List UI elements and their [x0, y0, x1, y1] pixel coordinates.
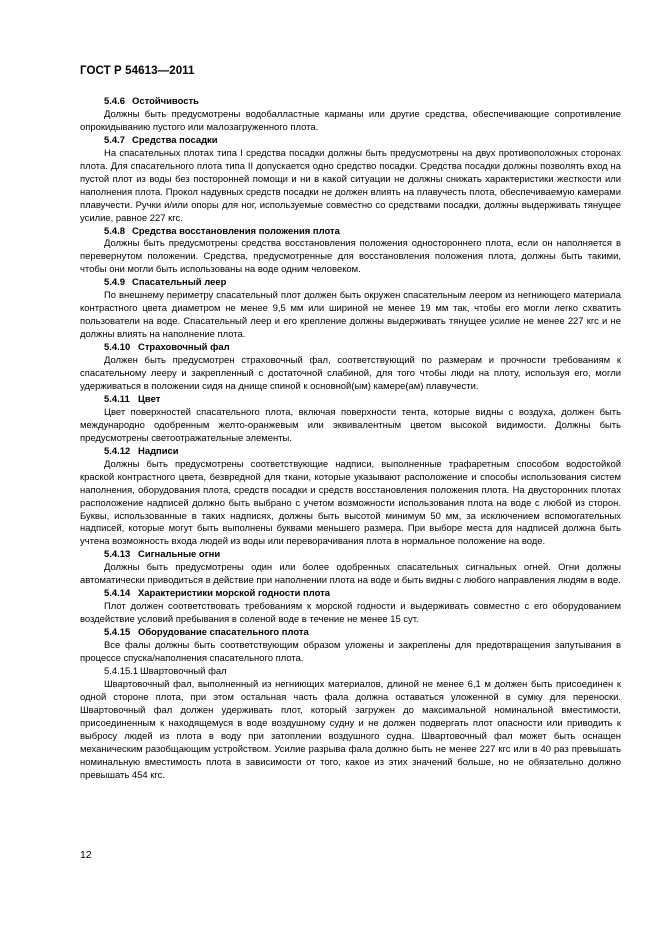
section-title: Надписи [138, 445, 179, 457]
section-title: Швартовочный фал [140, 665, 227, 677]
section-heading [80, 226, 621, 239]
section-heading [80, 277, 621, 290]
section-number: 5.4.10 [104, 342, 131, 354]
page-number: 12 [80, 849, 92, 861]
section-text: По внешнему периметру спасательный плот должен быть окружен спасательным леером из негниющего материала контрастного цвета диаметром не менее 9,5 мм или шириной не менее 19 мм так, чтобы его могли легко схватить пользователи на воде. Спасательный леер и его крепление должны выдерживать тянущее усилие не менее 227 кгс и не должны влиять на наполнение плота. [80, 290, 621, 341]
section-heading [80, 627, 621, 640]
section-text: Цвет поверхностей спасательного плота, включая поверхности тента, которые видны с воздуха, должен быть международно одобренным желто-оранжевым или эквивалентным цветом высокой видимости. Должны быть предусмотрены светоотражательные элементы. [80, 406, 621, 444]
section-number: 5.4.11 [104, 393, 130, 405]
section-text: Плот должен соответствовать требованиям к морской годности и выдерживать совместно с его оборудованием воздействие условий пребывания в соленой воде в течение не менее 15 сут. [80, 601, 621, 626]
section-title: Средства восстановления положения плота [132, 225, 340, 237]
section-heading [80, 446, 621, 459]
section-title: Остойчивость [132, 96, 199, 107]
section-number: 5.4.9 [104, 277, 125, 289]
section-number: 5.4.6 [104, 96, 125, 107]
section-title: Оборудование спасательного плота [138, 627, 309, 639]
section-text: Должны быть предусмотрены соответствующие надписи, выполненные трафаретным способом водостойкой краской контрастного цвета, безвредной для ткани, которые указывают расположение и способы использования систем наполнения, оборудования плота, средств посадки и средств восстановления положения плота. На двусторонних плотах расположение надписей должно быть выбрано с учетом возможности использования плота на воде с любой из сторон. Буквы, использованные в таких надписях, должны быть высотой минимум 50 мм, за исключением вспомогательных надписей, которые могут быть выполнены буквами меньшего размера. При выборе места для надписей должна быть учтена возможность входа людей из воды или переворачивания плота в нормальное положение на воде. [80, 458, 621, 548]
section-title: Сигнальные огни [138, 549, 221, 561]
section-title: Страховочный фал [138, 342, 230, 354]
section-number: 5.4.7 [104, 134, 125, 146]
section-title: Характеристики морской годности плота [138, 588, 331, 600]
section-text: Должны быть предусмотрены водобалластные карманы или другие средства, обеспечивающие сопротивление опрокидыванию пустого или малозагруженного плота. [80, 108, 621, 133]
section-number: 5.4.15 [104, 627, 131, 639]
subsection-heading [80, 666, 621, 679]
section-number: 5.4.15.1 [104, 665, 139, 677]
section-text: Должны быть предусмотрены средства восстановления положения одностороннего плота, если он наполняется в перевернутом положении. Средства, предусмотренные для восстановления положения плота, должны быть такими, чтобы они могли быть использованы на воде одним человеком. [80, 238, 621, 276]
section-heading [80, 135, 621, 148]
section-number: 5.4.13 [104, 549, 131, 561]
section-heading [80, 549, 621, 562]
section-text: На спасательных плотах типа I средства посадки должны быть предусмотрены на двух противоположных сторонах плота. Для спасательного плота типа II допускается одно средство посадки. Средства посадки должны позволять вход на пустой плот из воды без посторонней помощи и ни в какой ситуации не должны снижать характеристики жесткости или наполнения плота. Прокол надувных средств посадки не должен влиять на плавучесть плота, обеспечиваемую камерами плавучести. Ручки и/или опоры для ног, используемые совместно со средствами посадки, должны выдерживать тянущее усилие, равное 227 кгс. [80, 147, 621, 224]
section-title: Цвет [138, 393, 161, 405]
section-heading [80, 96, 621, 109]
section-heading [80, 588, 621, 601]
section-number: 5.4.12 [104, 445, 131, 457]
document-header: ГОСТ Р 54613—2011 [80, 65, 195, 77]
section-number: 5.4.8 [104, 225, 125, 237]
section-title: Средства посадки [132, 134, 218, 146]
section-text: Все фалы должны быть соответствующим образом уложены и закреплены для предотвращения запутывания в процессе спуска/наполнения спасательного плота. [80, 640, 621, 664]
section-text: Должны быть предусмотрены один или более одобренных спасательных сигнальных огней. Огни должны автоматически приводиться в действие при наполнении плота на воде и быть видны с любого направления людям в воде. [80, 562, 621, 587]
page-content [80, 96, 621, 783]
section-heading [80, 342, 621, 355]
section-number: 5.4.14 [104, 588, 131, 600]
section-title: Спасательный леер [132, 277, 227, 289]
section-text: Швартовочный фал, выполненный из негниющих материалов, длиной не менее 6,1 м должен быть присоединен к одной стороне плота, при этом остальная часть фала должна оставаться уложенной в сумку для переноски. Швартовочный фал должен удерживать плот, который загружен до максимальной номинальной вместимости, присоединенным к находящемуся в воде воздушному судну и не должен подвергать плот опасности или приводить к выбросу людей из плота в воду при затоплении воздушного судна. Швартовочный фал может быть оснащен механическим разобщающим устройством. Усилие разрыва фала должно быть не менее 227 кгс или в 40 раз превышать номинальную вместимость плота в зависимости от того, какое из этих значений больше, но не обязательно должно превышать 454 кгс. [80, 678, 621, 781]
section-heading [80, 394, 621, 407]
section-text: Должен быть предусмотрен страховочный фал, соответствующий по размерам и прочности требованиям к спасательному лееру и закрепленный с достаточной слабиной, для того чтобы люди на плоту, используя его, могли удерживаться в положении сидя на днище спиной к основной(ым) камере(ам) плавучести. [80, 355, 621, 392]
